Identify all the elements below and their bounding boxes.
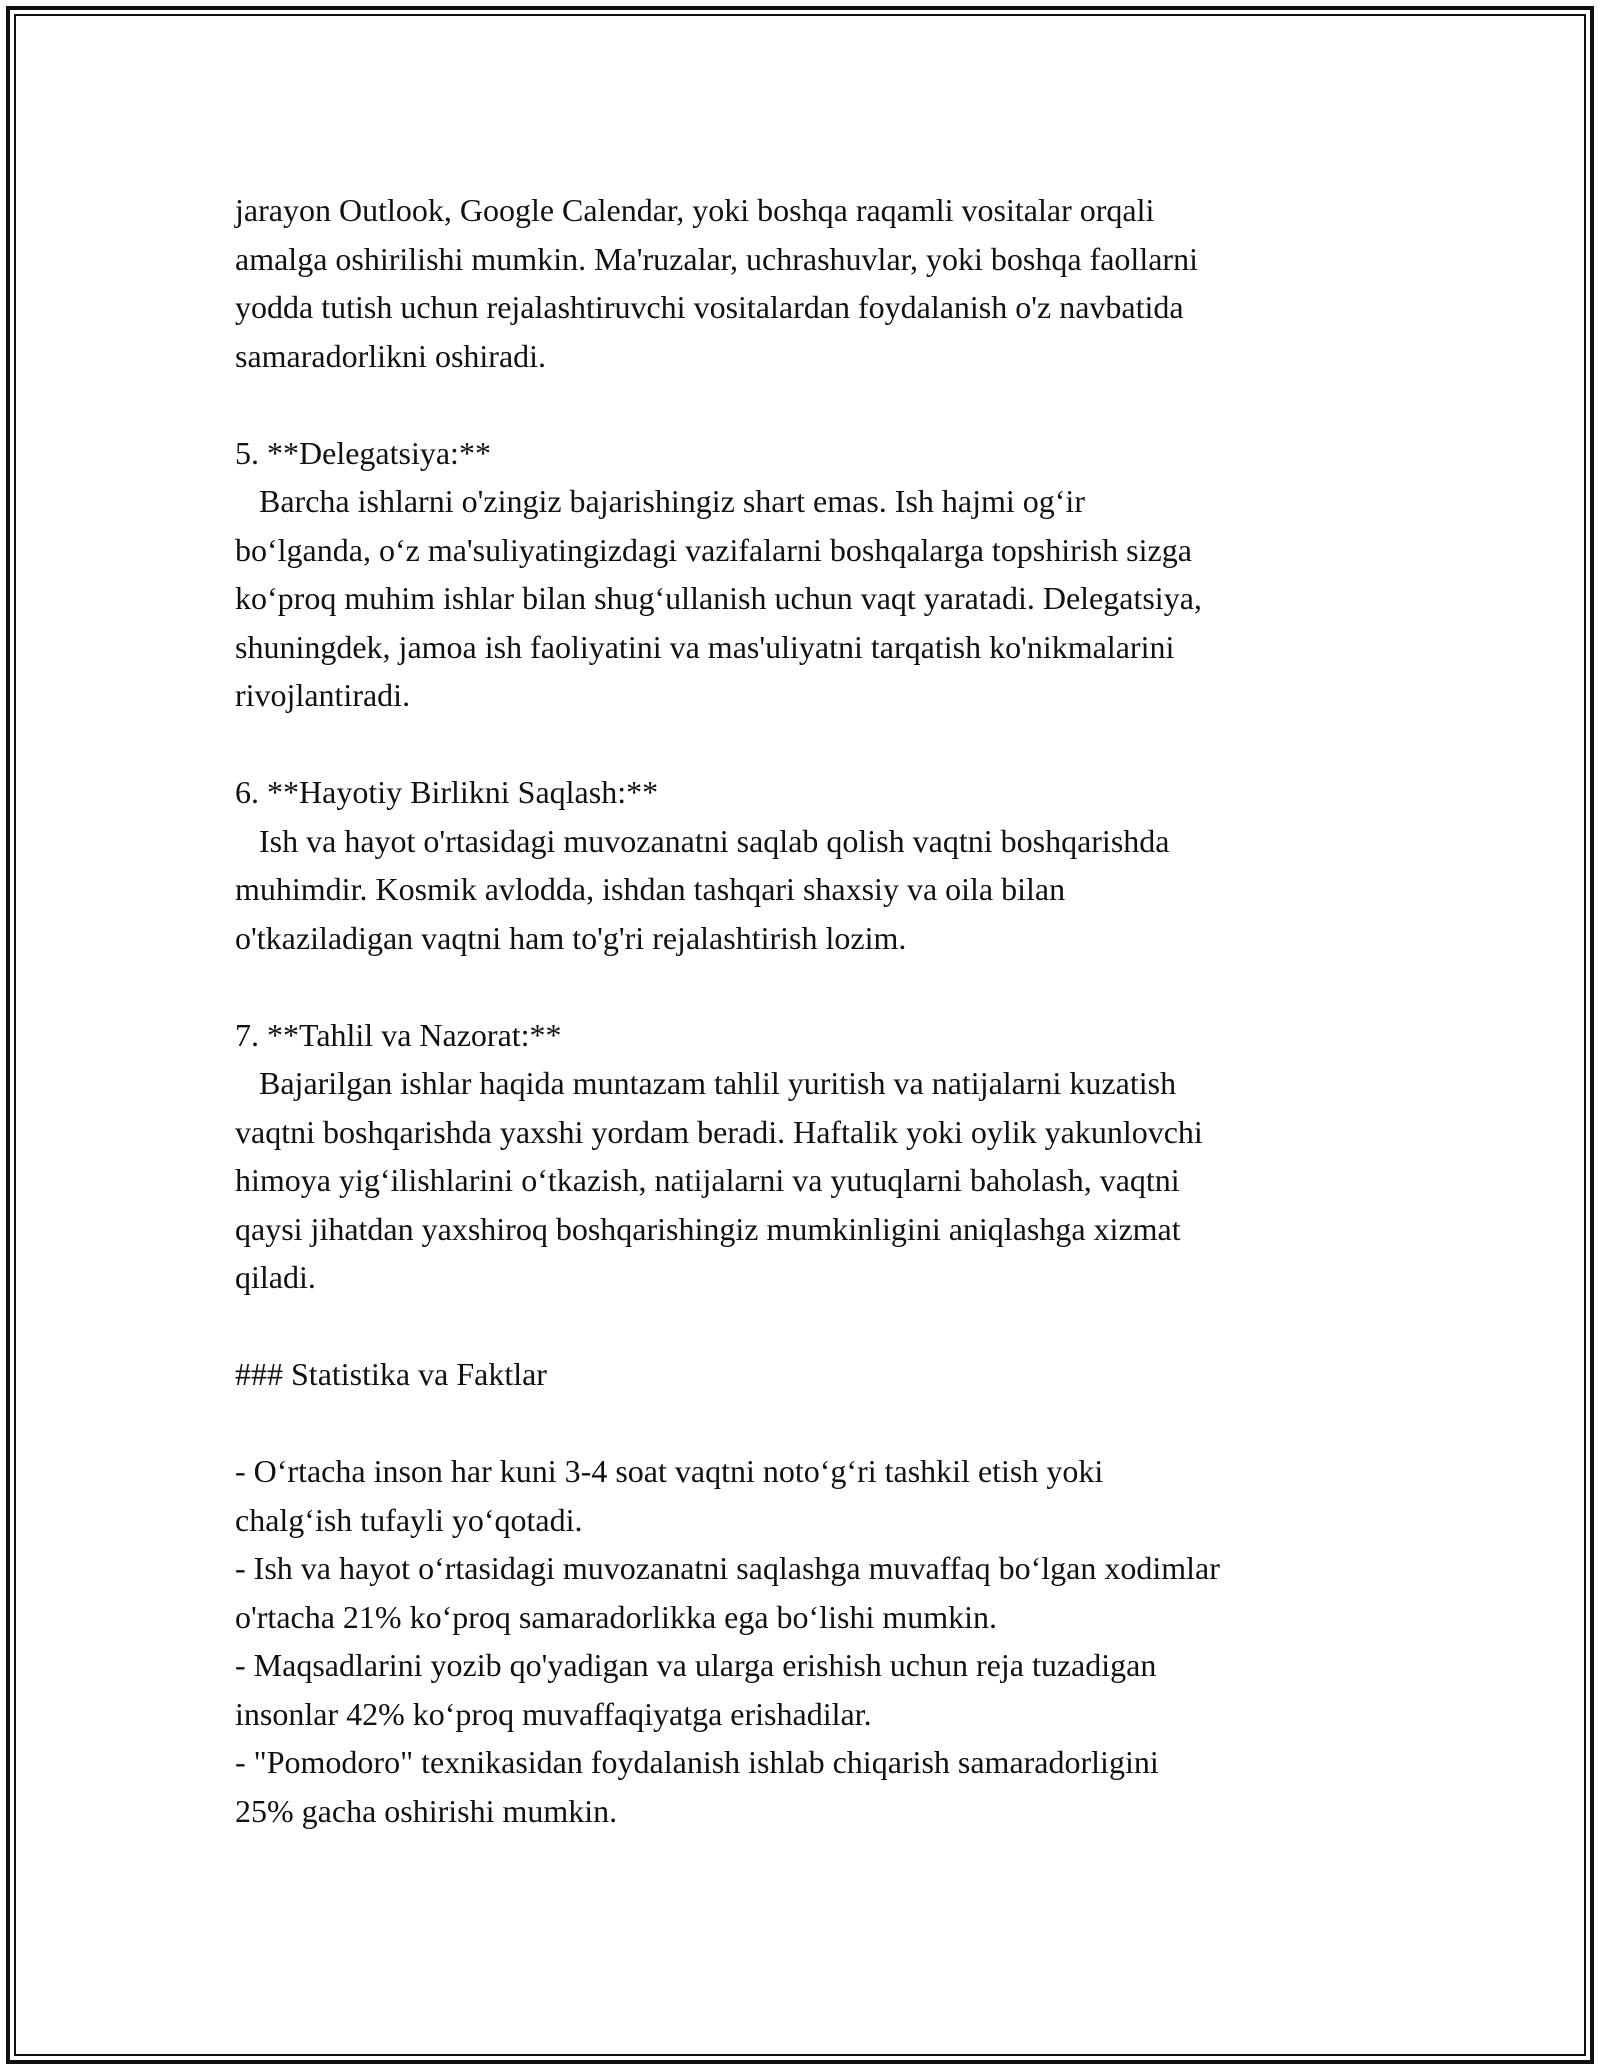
paragraph-block <box>235 1350 1395 1399</box>
text-line: amalga oshirilishi mumkin. Ma'ruzalar, uchrashuvlar, yoki boshqa faollarni <box>235 240 1198 277</box>
text-line: - O‘rtacha inson har kuni 3-4 soat vaqtni noto‘g‘ri tashkil etish yoki <box>235 1453 1104 1489</box>
text-line: - Maqsadlarini yozib qo'yadigan va ularga erishish uchun reja tuzadigan <box>235 1647 1157 1683</box>
text-line: - "Pomodoro" texnikasidan foydalanish ishlab chiqarish samaradorligini <box>235 1744 1159 1780</box>
text-line: muhimdir. Kosmik avlodda, ishdan tashqari shaxsiy va oila bilan <box>235 871 1066 907</box>
text-line: chalg‘ish tufayli yo‘qotadi. <box>235 1501 583 1538</box>
paragraph-gap <box>235 380 1395 429</box>
text-line: o'rtacha 21% ko‘proq samaradorlikka ega bo‘lishi mumkin. <box>235 1598 997 1635</box>
text-line: 5. **Delegatsiya:** <box>235 434 491 471</box>
text-line: bo‘lganda, o‘z ma'suliyatingizdagi vazifalarni boshqalarga topshirish sizga <box>235 531 1192 568</box>
text-line: jarayon Outlook, Google Calendar, yoki boshqa raqamli vositalar orqali <box>235 192 1155 228</box>
text-line: Barcha ishlarni o'zingiz bajarishingiz shart emas. Ish hajmi og‘ir <box>235 483 1085 519</box>
paragraph-block <box>235 768 1395 962</box>
text-line: shuningdek, jamoa ish faoliyatini va mas'uliyatni tarqatish ko'nikmalarini <box>235 628 1175 665</box>
text-line: - Ish va hayot o‘rtasidagi muvozanatni saqlashga muvaffaq bo‘lgan xodimlar <box>235 1550 1220 1586</box>
text-line: samaradorlikni oshiradi. <box>235 337 547 374</box>
paragraph-block <box>235 1011 1395 1302</box>
document-body <box>235 186 1395 1835</box>
text-line: Bajarilgan ishlar haqida muntazam tahlil yuritish va natijalarni kuzatish <box>235 1065 1177 1101</box>
text-line: qiladi. <box>235 1259 316 1295</box>
paragraph-gap <box>235 962 1395 1011</box>
text-line: ### Statistika va Faktlar <box>235 1356 547 1392</box>
paragraph-block <box>235 1447 1395 1835</box>
text-line: 25% gacha oshirishi mumkin. <box>235 1792 618 1829</box>
text-line: rivojlantiradi. <box>235 677 411 713</box>
text-line: o'tkaziladigan vaqtni ham to'g'ri rejalashtirish lozim. <box>235 919 907 956</box>
paragraph-gap <box>235 1399 1395 1448</box>
paragraph-gap <box>235 1302 1395 1351</box>
text-line: insonlar 42% ko‘proq muvaffaqiyatga erishadilar. <box>235 1695 872 1732</box>
paragraph-gap <box>235 720 1395 769</box>
text-line: yodda tutish uchun rejalashtiruvchi vositalardan foydalanish o'z navbatida <box>235 289 1184 325</box>
text-line: qaysi jihatdan yaxshiroq boshqarishingiz mumkinligini aniqlashga xizmat <box>235 1210 1181 1247</box>
paragraph-block <box>235 186 1395 380</box>
text-line: 7. **Tahlil va Nazorat:** <box>235 1016 562 1053</box>
text-line: 6. **Hayotiy Birlikni Saqlash:** <box>235 774 659 810</box>
text-line: Ish va hayot o'rtasidagi muvozanatni saqlab qolish vaqtni boshqarishda <box>235 822 1170 859</box>
text-line: vaqtni boshqarishda yaxshi yordam beradi. Haftalik yoki oylik yakunlovchi <box>235 1113 1203 1150</box>
text-line: himoya yig‘ilishlarini o‘tkazish, natijalarni va yutuqlarni baholash, vaqtni <box>235 1162 1180 1198</box>
paragraph-block <box>235 429 1395 720</box>
text-line: ko‘proq muhim ishlar bilan shug‘ullanish uchun vaqt yaratadi. Delegatsiya, <box>235 580 1202 616</box>
